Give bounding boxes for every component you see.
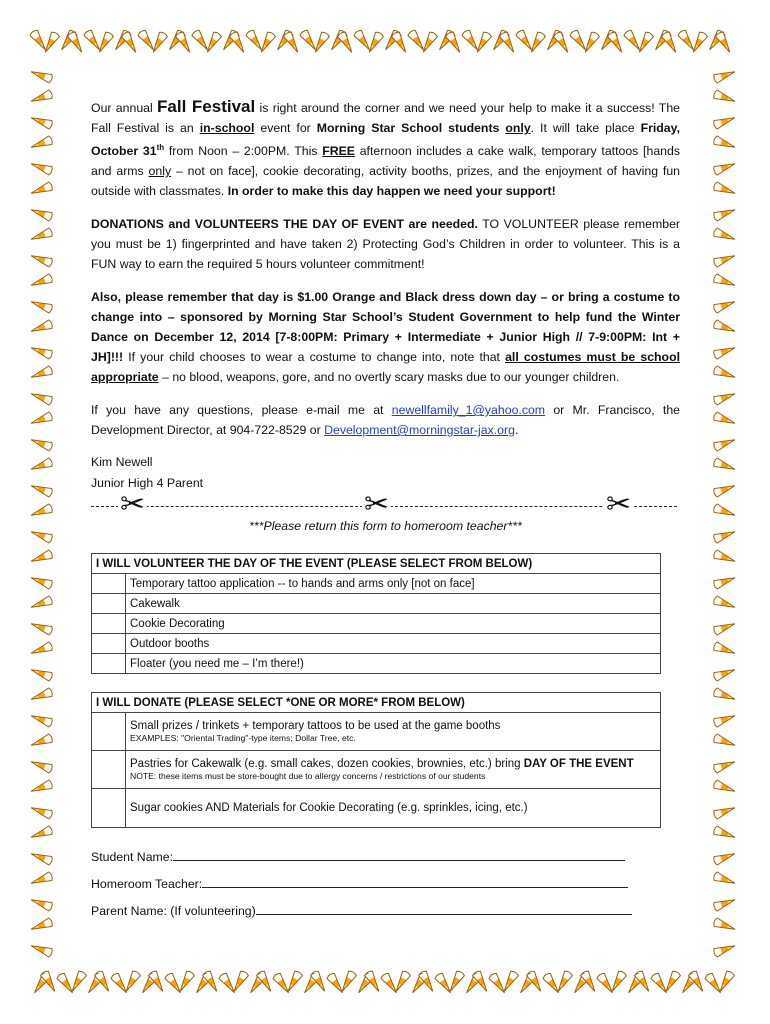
candy-corn-icon bbox=[218, 972, 238, 995]
candy-corn-icon bbox=[30, 319, 54, 335]
candy-corn-icon bbox=[713, 850, 737, 866]
candy-corn-icon bbox=[30, 825, 54, 841]
candy-corn-icon bbox=[30, 804, 54, 820]
email-link-newell[interactable]: newellfamily_1@yahoo.com bbox=[391, 403, 546, 418]
checkbox[interactable] bbox=[92, 594, 126, 614]
volunteer-header: I WILL VOLUNTEER THE DAY OF THE EVENT (PLEASE SELECT FROM BELOW) bbox=[92, 554, 661, 574]
checkbox[interactable] bbox=[92, 789, 126, 828]
donate-header: I WILL DONATE (PLEASE SELECT *ONE OR MORE* FROM BELOW) bbox=[92, 693, 661, 713]
candy-corn-icon bbox=[30, 528, 54, 544]
candy-corn-icon bbox=[30, 620, 54, 636]
candy-corn-icon bbox=[30, 712, 54, 728]
candy-corn-icon bbox=[365, 31, 384, 55]
candy-corn-icon bbox=[713, 871, 737, 887]
candy-corn-icon bbox=[326, 972, 346, 995]
candy-corn-icon bbox=[434, 972, 454, 995]
candy-corn-icon bbox=[713, 411, 737, 427]
candy-corn-icon bbox=[380, 972, 400, 995]
candy-corn-icon bbox=[311, 31, 330, 55]
checkbox[interactable] bbox=[92, 751, 126, 789]
candy-corn-icon bbox=[30, 733, 54, 749]
candy-corn-icon bbox=[713, 549, 737, 565]
candy-corn-icon bbox=[527, 31, 546, 55]
candy-corn-icon bbox=[713, 574, 737, 590]
candy-corn-icon bbox=[713, 457, 737, 473]
candy-corn-icon bbox=[713, 917, 737, 933]
candy-corn-icon bbox=[713, 114, 737, 130]
scissors-icon: ✂ bbox=[606, 487, 632, 522]
donate-table bbox=[91, 692, 661, 828]
candy-corn-icon bbox=[635, 31, 654, 55]
candy-corn-icon bbox=[30, 160, 54, 176]
candy-corn-icon bbox=[30, 365, 54, 381]
candy-corn-icon bbox=[56, 972, 76, 995]
option-label: Floater (you need me – I’m there!) bbox=[126, 654, 661, 674]
contact-paragraph: If you have any questions, please e-mail me at newellfamily_1@yahoo.com or Mr. Francisco, the Development Director, at 904-722-8529 or Development@morningstar-jax.org. bbox=[91, 403, 680, 438]
candy-corn-icon bbox=[30, 206, 54, 222]
candy-corn-icon bbox=[30, 549, 54, 565]
option-label: Outdoor booths bbox=[126, 634, 661, 654]
candy-corn-icon bbox=[713, 273, 737, 289]
homeroom-teacher-field[interactable]: Homeroom Teacher: bbox=[91, 875, 628, 891]
candy-corn-icon bbox=[30, 482, 54, 498]
candy-corn-icon bbox=[713, 436, 737, 452]
parent-name-field[interactable]: Parent Name: (If volunteering) bbox=[91, 902, 632, 918]
table-row bbox=[92, 634, 661, 654]
candy-corn-icon bbox=[689, 31, 708, 55]
candy-corn-icon bbox=[713, 733, 737, 749]
letter-body bbox=[91, 97, 680, 494]
candy-corn-icon bbox=[713, 68, 737, 84]
scissors-icon: ✂ bbox=[120, 487, 146, 522]
candy-corn-icon bbox=[30, 390, 54, 406]
candy-corn-icon bbox=[30, 252, 54, 268]
candy-corn-icon bbox=[713, 181, 737, 197]
candy-corn-icon bbox=[713, 344, 737, 360]
candy-corn-icon bbox=[713, 160, 737, 176]
candy-corn-icon bbox=[30, 666, 54, 682]
candy-corn-icon bbox=[713, 319, 737, 335]
option-label: Small prizes / trinkets + temporary tattoos to be used at the game booths EXAMPLES: "Oriental Trading"-type items; Dollar Tree, etc. bbox=[126, 713, 661, 751]
candy-corn-icon bbox=[713, 620, 737, 636]
candy-corn-icon bbox=[713, 252, 737, 268]
checkbox[interactable] bbox=[92, 634, 126, 654]
email-link-development[interactable]: Development@morningstar-jax.org bbox=[324, 423, 515, 438]
intro-paragraph: Our annual Fall Festival is right around the corner and we need your help to make it a success! The Fall Festival is an in-school event for Morning Star School students only. It will take place Friday, October 31th from Noon – 2:00PM. This FREE afternoon includes a cake walk, temporary tattoos [hands and arms only – not on face], cookie decorating, activity booths, prizes, and the enjoyment of having fun outside with classmates. In order to make this day happen we need your support! bbox=[91, 97, 680, 199]
candy-corn-icon bbox=[713, 712, 737, 728]
option-label: Pastries for Cakewalk (e.g. small cakes, dozen cookies, brownies, etc.) bring DAY OF THE EVENT NOTE: these items must be store-bought due to allergy concerns / restrictions of our students bbox=[126, 751, 661, 789]
candy-corn-icon bbox=[488, 972, 508, 995]
candy-corn-icon bbox=[30, 850, 54, 866]
candy-corn-icon bbox=[713, 89, 737, 105]
candy-corn-icon bbox=[30, 436, 54, 452]
candy-corn-icon bbox=[30, 68, 54, 84]
candy-corn-icon bbox=[30, 227, 54, 243]
candy-corn-icon bbox=[30, 411, 54, 427]
candy-corn-icon bbox=[713, 482, 737, 498]
candy-corn-icon bbox=[713, 758, 737, 774]
option-label: Cookie Decorating bbox=[126, 614, 661, 634]
candy-corn-icon bbox=[713, 666, 737, 682]
candy-corn-icon bbox=[713, 896, 737, 912]
candy-corn-icon bbox=[542, 972, 562, 995]
table-row bbox=[92, 789, 661, 828]
candy-corn-icon bbox=[30, 871, 54, 887]
candy-corn-icon bbox=[713, 687, 737, 703]
candy-corn-icon bbox=[713, 206, 737, 222]
candy-corn-icon bbox=[713, 825, 737, 841]
candy-corn-icon bbox=[30, 641, 54, 657]
option-label: Temporary tattoo application -- to hands and arms only [not on face] bbox=[126, 574, 661, 594]
table-row bbox=[92, 614, 661, 634]
candy-corn-icon bbox=[164, 972, 184, 995]
table-row bbox=[92, 654, 661, 674]
return-note: ***Please return this form to homeroom teacher*** bbox=[249, 519, 522, 533]
candy-corn-icon bbox=[30, 942, 54, 958]
candy-corn-icon bbox=[203, 31, 222, 55]
checkbox[interactable] bbox=[92, 574, 126, 594]
candy-corn-icon bbox=[713, 390, 737, 406]
candy-corn-icon bbox=[149, 31, 168, 55]
candy-corn-icon bbox=[30, 89, 54, 105]
candy-corn-icon bbox=[713, 595, 737, 611]
candy-corn-icon bbox=[713, 365, 737, 381]
candy-corn-icon bbox=[704, 972, 724, 995]
candy-corn-icon bbox=[713, 135, 737, 151]
candy-corn-icon bbox=[650, 972, 670, 995]
candy-corn-icon bbox=[30, 595, 54, 611]
donations-paragraph: DONATIONS and VOLUNTEERS THE DAY OF EVENT are needed. TO VOLUNTEER please remember you must be 1) fingerprinted and have taken 2) Protecting God’s Children in order to volunteer. This is a FUN way to earn the required 5 hours volunteer commitment! bbox=[91, 217, 680, 272]
checkbox[interactable] bbox=[92, 614, 126, 634]
candy-corn-icon bbox=[713, 298, 737, 314]
candy-corn-icon bbox=[257, 31, 276, 55]
costume-paragraph: Also, please remember that day is $1.00 Orange and Black dress down day – or bring a costume to change into – sponsored by Morning Star School’s Student Government to help fund the Winter Dance on December 12, 2014 [7-8:00PM: Primary + Intermediate + Junior High // 7-9:00PM: Int + JH]!!! If your child chooses to wear a costume to change into, note that all costumes must be school appropriate – no blood, weapons, gore, and no overtly scary masks due to our younger children. bbox=[91, 290, 680, 385]
festival-title: Fall Festival bbox=[157, 97, 256, 116]
signature-role: Junior High 4 Parent bbox=[91, 476, 204, 491]
candy-corn-icon bbox=[419, 31, 438, 55]
candy-corn-icon bbox=[30, 896, 54, 912]
candy-corn-icon bbox=[30, 298, 54, 314]
candy-corn-icon bbox=[30, 457, 54, 473]
student-name-field[interactable]: Student Name: bbox=[91, 848, 625, 864]
candy-corn-icon bbox=[30, 574, 54, 590]
candy-corn-icon bbox=[30, 273, 54, 289]
table-row bbox=[92, 713, 661, 751]
table-row bbox=[92, 594, 661, 614]
candy-corn-icon bbox=[713, 528, 737, 544]
checkbox[interactable] bbox=[92, 654, 126, 674]
candy-corn-icon bbox=[30, 114, 54, 130]
candy-corn-icon bbox=[473, 31, 492, 55]
option-label: Sugar cookies AND Materials for Cookie Decorating (e.g. sprinkles, icing, etc.) bbox=[126, 789, 661, 828]
volunteer-table bbox=[91, 553, 661, 674]
table-row bbox=[92, 751, 661, 789]
candy-corn-icon bbox=[30, 779, 54, 795]
checkbox[interactable] bbox=[92, 713, 126, 751]
candy-corn-icon bbox=[30, 181, 54, 197]
candy-corn-icon bbox=[30, 344, 54, 360]
candy-corn-icon bbox=[41, 31, 60, 55]
candy-corn-icon bbox=[30, 758, 54, 774]
candy-corn-icon bbox=[713, 942, 737, 958]
candy-corn-icon bbox=[713, 779, 737, 795]
candy-corn-icon bbox=[713, 227, 737, 243]
candy-corn-icon bbox=[713, 804, 737, 820]
candy-corn-icon bbox=[581, 31, 600, 55]
signature-name: Kim Newell bbox=[91, 455, 153, 470]
candy-corn-icon bbox=[95, 31, 114, 55]
candy-corn-icon bbox=[713, 641, 737, 657]
candy-corn-icon bbox=[30, 917, 54, 933]
candy-corn-icon bbox=[30, 135, 54, 151]
candy-corn-icon bbox=[30, 503, 54, 519]
candy-corn-icon bbox=[272, 972, 292, 995]
candy-corn-icon bbox=[596, 972, 616, 995]
scissors-icon: ✂ bbox=[364, 487, 390, 522]
option-label: Cakewalk bbox=[126, 594, 661, 614]
candy-corn-icon bbox=[713, 503, 737, 519]
candy-corn-icon bbox=[30, 687, 54, 703]
candy-corn-icon bbox=[110, 972, 130, 995]
table-row bbox=[92, 574, 661, 594]
